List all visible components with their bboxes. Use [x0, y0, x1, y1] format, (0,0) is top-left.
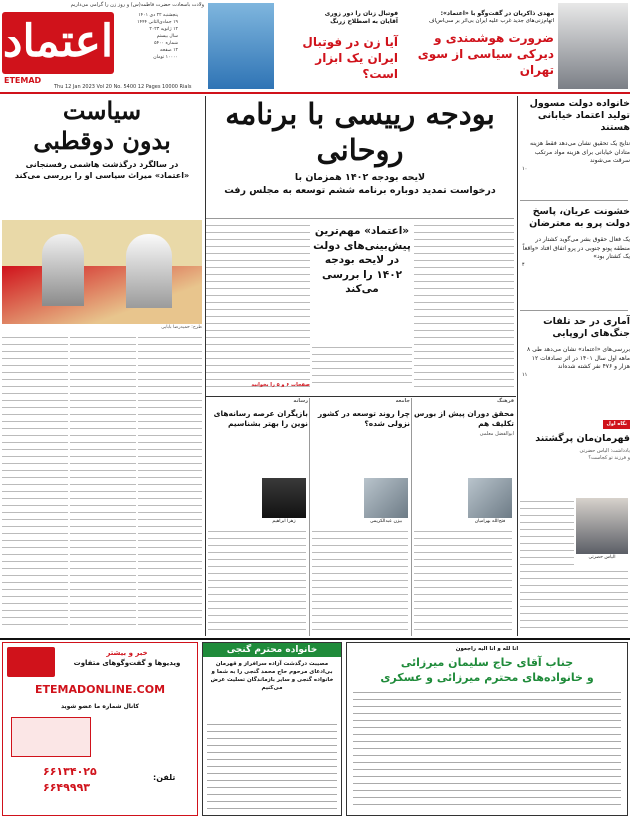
- sidebar-rule: [517, 96, 518, 636]
- ads-rule: [0, 638, 630, 640]
- masthead: [0, 0, 630, 92]
- main-ref: صفحات ۶ و ۵ را بخوانید: [251, 382, 310, 388]
- politics-body-b: [70, 334, 136, 630]
- illustration-credit: طرح: حمیدرضا بابایی: [161, 325, 202, 330]
- politics: [2, 96, 202, 182]
- column-tag: رسانه: [293, 398, 308, 404]
- zakerian-photo: [558, 3, 628, 89]
- ad-logo: [7, 647, 55, 677]
- obituary-title1: جناب آقای حاج سلیمان میرزائی: [400, 656, 574, 670]
- teaser-right-line1: مهدی ذاکریان در گفت‌وگو با «اعتماد»:: [440, 10, 554, 17]
- teaser-right-headline: ضرورت هوشمندی و دیرکی سیاسی از سوی تهران: [417, 30, 554, 77]
- main-rule: [206, 218, 514, 219]
- first-look-tag: نگاه اول: [603, 420, 630, 429]
- condolence-body: مصیبت درگذشت آزاده سرافراز و قهرمان بی‌ادعای مرحوم حاج محمد گنجی را به شما و خانواده گنجی و سایر بازماندگان تسلیت عرض می‌کنیم: [210, 661, 334, 691]
- main-body-col1: [414, 222, 514, 388]
- column-author: ابوالفضل معلمی: [479, 430, 514, 437]
- main-sub2: درخواست تمدید دوباره برنامه ششم توسعه به مجلس رفت: [224, 184, 496, 196]
- first-look-headline: قهرمان‌مان پرگشتند: [535, 432, 630, 444]
- date-line: سال بیستم: [156, 34, 178, 39]
- date-line: ۱۲ صفحه: [159, 48, 178, 53]
- divider: [520, 310, 628, 311]
- teaser-right: [404, 10, 554, 78]
- column-photo: [364, 478, 408, 518]
- sidebar-item: [522, 206, 630, 268]
- ad-line2: ویدیوها و گفت‌وگوهای متفاوت: [73, 659, 181, 667]
- teaser-left-line1: فوتبال زنان را دور زوری: [324, 10, 398, 17]
- column-title: چرا روند توسعه در کشور نزولی شده؟: [317, 408, 410, 428]
- column-photo-caption: بیژن عبدالکریمی: [369, 519, 403, 524]
- main-headline: بودجه رییسی با برنامه روحانی: [225, 97, 495, 167]
- date-line: ۱۲ ژانویه ۲۰۲۳: [149, 27, 178, 32]
- sidebar-item: [522, 98, 630, 172]
- obituary-title2: و خانواده‌های محترم میرزائی و عسکری: [380, 671, 594, 685]
- red-band: [2, 266, 202, 324]
- sidebar-item-body: بررسی‌های «اعتماد» نشان می‌دهد طی ۸ ماهه اول سال ۱۴۰۱ در اثر تصادفات ۱۲ هزار و ۴۷۶ نفر کشته شده‌اند: [527, 346, 630, 370]
- columns-rule: [206, 396, 516, 397]
- masthead-strip: Thu 12 Jan 2023 Vol 20 No. 5400 12 Pages 10000 Rials: [54, 84, 192, 90]
- column-body: [312, 528, 408, 634]
- sidebar-item-title: خانواده دولت مسوول تولید اعتماد خیابانی هستند: [529, 98, 630, 133]
- politics-headline2: بدون دوقطبی: [33, 126, 171, 155]
- teaser-left: [278, 10, 398, 82]
- masthead-rule: [0, 92, 630, 94]
- main-body-col2: [312, 344, 412, 388]
- portrait-right: [126, 234, 172, 308]
- first-look-note: و فرزند تو کجاست؟: [588, 454, 630, 461]
- politics-illustration: [2, 220, 202, 324]
- politics-body-a: [2, 334, 68, 630]
- condolence-title: خانواده محترم گنجی: [203, 643, 341, 657]
- obituary-body: [353, 689, 621, 809]
- first-look: [520, 420, 630, 636]
- ad-url[interactable]: ETEMADONLINE.COM: [34, 683, 166, 696]
- column-tag: جامعه: [395, 398, 410, 404]
- column-photo: [468, 478, 512, 518]
- phone-2: ۶۶۴۹۹۹۳: [43, 781, 90, 794]
- sidebar-item-page: ۱۰: [522, 165, 528, 172]
- sidebar-item-body: نتایج یک تحقیق نشان می‌دهد فقط هزینه متادان خیابانی برای هزینه مواد مرتکب سرقت می‌شوند: [530, 140, 630, 164]
- sidebar-item: [522, 316, 630, 378]
- sidebar-item-page: ۴: [522, 261, 525, 268]
- date-line: ۱۰۰۰۰ تومان: [153, 55, 178, 60]
- condolence: [202, 642, 342, 816]
- phone-label: تلفن:: [153, 773, 176, 782]
- obituary: [346, 642, 628, 816]
- sidebar-item-title: خشونت عریان، پاسخ دولت پرو به معترضان: [529, 206, 630, 229]
- masthead-logo: [2, 12, 114, 74]
- main-quote-text: «اعتماد» مهم‌ترین پیش‌بینی‌های دولت در لایحه بودجه ۱۴۰۲ را بررسی می‌کند: [313, 225, 411, 295]
- column-body: [414, 528, 512, 634]
- column-media: [208, 398, 308, 636]
- column-photo-caption: زهرا ابراهیم: [272, 519, 296, 524]
- column-body: [208, 528, 306, 634]
- politics-sub1: در سالگرد درگذشت هاشمی رفسنجانی: [25, 160, 179, 169]
- column-culture: [414, 398, 514, 636]
- col-rule: [309, 398, 310, 636]
- column-society: [312, 398, 410, 636]
- politics-headline1: سیاست: [62, 96, 142, 125]
- column-photo-caption: فتح‌الله بهرامیان: [474, 519, 506, 524]
- first-look-body-2: [520, 568, 628, 632]
- logo-text: اعتماد: [2, 16, 114, 67]
- politics-rule: [205, 96, 206, 636]
- teaser-left-headline: آیا زن در فوتبال ایران یک ابزار است؟: [302, 35, 398, 82]
- sidebar-item-title: آماری در حد تلفات جنگ‌های اروپایی: [543, 316, 630, 339]
- politics-sub2: «اعتماد» میراث سیاسی او را بررسی می‌کند: [14, 170, 190, 180]
- hazrati-photo: [576, 498, 628, 554]
- main-quote: [312, 224, 412, 342]
- hazrati-caption: الیاس حضرتی: [588, 555, 616, 560]
- sidebar-item-body: یک فعال حقوق بشر می‌گوید کشتار در منطقه پونو جنوبی در پرو اتفاق افتاد «واقعاً یک کشتار بود»: [522, 236, 630, 260]
- main-body-col3: [206, 222, 310, 388]
- tagline: ولادت باسعادت حضرت فاطمه(س) و روز زن را گرامی می‌داریم: [70, 2, 204, 8]
- column-photo: [262, 478, 306, 518]
- date-line: ۱۹ جمادی‌الثانی ۱۴۴۴: [137, 20, 178, 25]
- teaser-right-line2: اتهام‌زنی‌های جدید غرب علیه ایران بی‌اثر بر سی‌اس‌اف: [428, 18, 554, 25]
- obituary-opener: انا لله و انا الیه راجعون: [455, 646, 519, 652]
- condolence-signers: [207, 721, 337, 811]
- column-tag: فرهنگ: [496, 398, 514, 404]
- teaser-left-line2: آقایان به اصطلاح زرنگ: [330, 18, 398, 26]
- first-look-author: یادداشت: الیاس حضرتی: [579, 447, 630, 454]
- portrait-left: [42, 234, 84, 306]
- ad-line1: خبر و بیشتر: [106, 649, 148, 657]
- politics-body-c: [138, 334, 202, 630]
- sidebar: [520, 96, 630, 436]
- logo-latin: ETEMAD: [4, 76, 42, 85]
- phone-1: ۶۶۱۳۴۰۲۵: [43, 765, 97, 778]
- main-sub1: لایحه بودجه ۱۴۰۲ همزمان با: [294, 172, 426, 183]
- divider: [520, 200, 628, 201]
- main-story: [206, 96, 514, 198]
- etemad-online-ad: [2, 642, 198, 816]
- date-line: شماره ۵۴۰۰: [154, 41, 178, 46]
- football-photo: [208, 3, 274, 89]
- column-title: محقق دوران پیش از بورس تکلیف هم: [413, 408, 514, 428]
- col-rule: [411, 398, 412, 636]
- column-title: بازیگران عرصه رسانه‌های نوین را بهتر بشناسیم: [213, 408, 308, 428]
- date-box: [116, 12, 178, 74]
- ad-box: [11, 717, 91, 757]
- ad-sub: کانال شماره ما عضو شوید: [60, 703, 140, 710]
- date-line: پنجشنبه ۲۲ دی ۱۴۰۱: [138, 13, 178, 18]
- sidebar-item-page: ۱۱: [522, 371, 528, 378]
